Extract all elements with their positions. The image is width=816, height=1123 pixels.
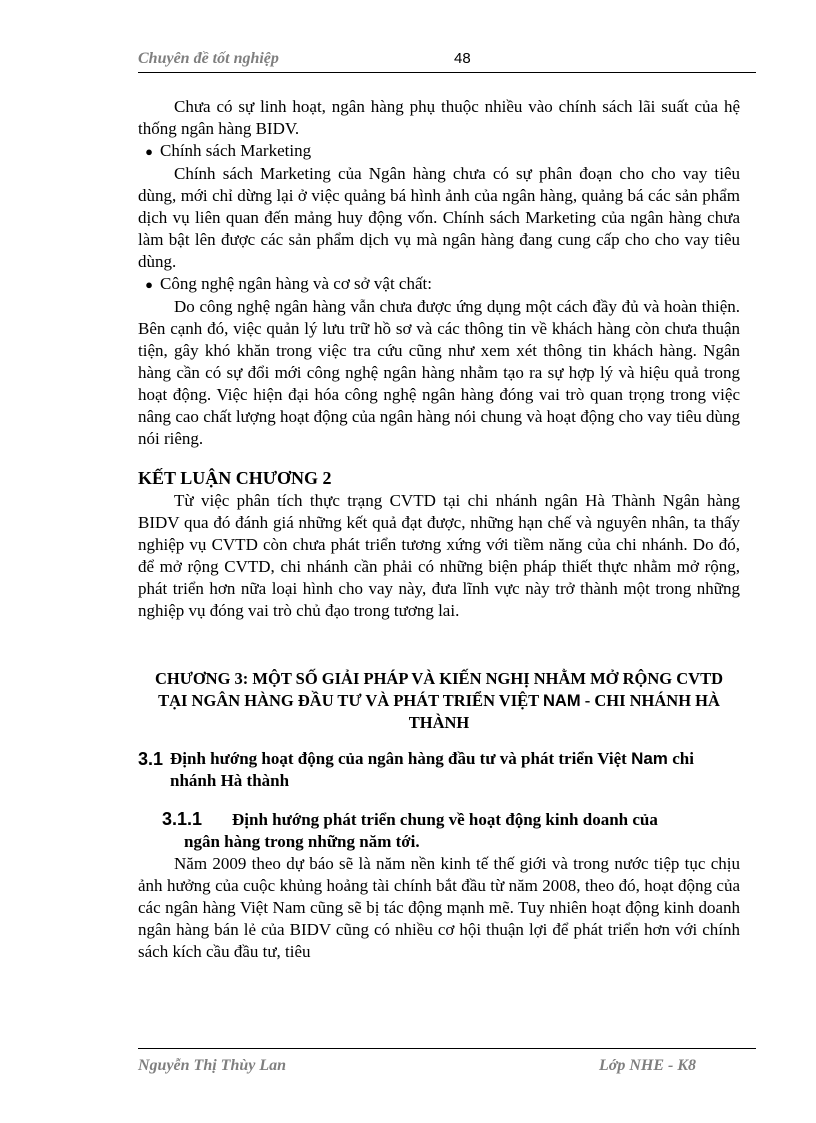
bullet-technology [138,273,740,296]
section-title [170,748,740,792]
page-header [138,48,756,73]
bullet-dot-icon: ● [145,144,153,159]
page-number: 48 [454,50,471,67]
footer-author: Nguyễn Thị Thùy Lan [138,1057,287,1074]
section-heading-3-1 [138,748,740,792]
section-title-nam: Nam [631,749,668,768]
page-content [138,96,740,963]
paragraph-flexibility: Chưa có sự linh hoạt, ngân hàng phụ thuộc nhiều vào chính sách lãi suất của hệ thống ngân hàng BIDV. [138,97,740,138]
subsection-title-line2: ngân hàng trong những năm tới. [184,832,420,851]
footer-class: Lớp NHE - K8 [598,1057,696,1074]
subsection-number: 3.1.1 [162,809,203,829]
subsection-heading-3-1-1 [138,808,740,853]
section-title-part-b: chi nhánh Hà thành [170,749,694,790]
chapter-heading-text: CHƯƠNG 3: MỘT SỐ GIẢI PHÁP VÀ KIẾN NGHỊ NHẰM MỞ RỘNG CVTD TẠI NGÂN HÀNG ĐẦU TƯ VÀ PHÁT TRIỂN VIỆT [154,669,724,710]
chapter-heading [138,668,740,734]
bullet-label: Chính sách Marketing [160,141,312,160]
chapter-heading-branch: - CHI NHÁNH HÀ THÀNH [408,691,720,732]
section-number: 3.1 [138,749,164,769]
page-footer [138,1048,756,1079]
bullet-marketing [138,140,740,163]
paragraph-technology: Do công nghệ ngân hàng vẫn chưa được ứng dụng một cách đầy đủ và hoàn thiện. Bên cạnh đó, việc quản lý lưu trữ hồ sơ và các thông tin về khách hàng còn chưa thuận tiện, gây khó khăn trong việc tra cứu cũng như xem xét thông tin khách hàng. Ngân hàng cần có sự đổi mới công nghệ ngân hàng nhằm tạo ra sự hợp lý và hiệu quả trong hoạt động. Việc hiện đại hóa công nghệ ngân hàng đóng vai trò quan trọng trong việc nâng cao chất lượng hoạt động của ngân hàng nói chung và hoạt động cho vay tiêu dùng nói riêng. [138,297,740,448]
chapter-heading-nam: NAM [543,692,581,710]
bullet-label: Công nghệ ngân hàng và cơ sở vật chất: [160,274,432,293]
conclusion-heading: KẾT LUẬN CHƯƠNG 2 [138,468,332,488]
subsection-title-line1: Định hướng phát triển chung về hoạt động kinh doanh của [232,810,658,829]
bullet-dot-icon: ● [145,277,153,292]
paragraph-marketing: Chính sách Marketing của Ngân hàng chưa có sự phân đoạn cho cho vay tiêu dùng, mới chỉ dừng lại ở việc quảng bá hình ảnh của ngân hàng, quảng bá các sản phẩm dịch vụ liên quan đến mảng huy động vốn. Chính sách Marketing của ngân hàng chưa làm bật lên được các sản phẩm dịch vụ mà ngân hàng đang cung cấp cho cho vay tiêu dùng. [138,164,740,271]
paragraph-conclusion: Từ việc phân tích thực trạng CVTD tại chi nhánh ngân Hà Thành Ngân hàng BIDV qua đó đánh giá những kết quả đạt được, những hạn chế và nguyên nhân, ta thấy nghiệp vụ CVTD còn chưa phát triển tương xứng với tiềm năng của chi nhánh. Do đó, để mở rộng CVTD, chi nhánh cần phải có những biện pháp thiết thực nhằm mở rộng, phát triển hơn nữa loại hình cho vay này, đưa lĩnh vực này trở thành một trong những nghiệp vụ đóng vai trò chủ đạo trong tương lai. [138,491,740,620]
header-title: Chuyên đề tốt nghiệp [138,50,279,67]
paragraph-orientation: Năm 2009 theo dự báo sẽ là năm nền kinh tế thế giới và trong nước tiệp tục chịu ảnh hưởng của cuộc khủng hoảng tài chính bắt đầu từ năm 2008, theo đó, hoạt động của các ngân hàng Việt Nam cũng sẽ bị tác động mạnh mẽ. Tuy nhiên hoạt động kinh doanh ngân hàng bán lẻ của BIDV cũng có nhiều cơ hội thuận lợi để phát triển hơn với chính sách kích cầu đầu tư, tiêu [138,854,740,961]
section-title-part-a: Định hướng hoạt động của ngân hàng đầu tư và phát triển Việt [170,749,632,768]
